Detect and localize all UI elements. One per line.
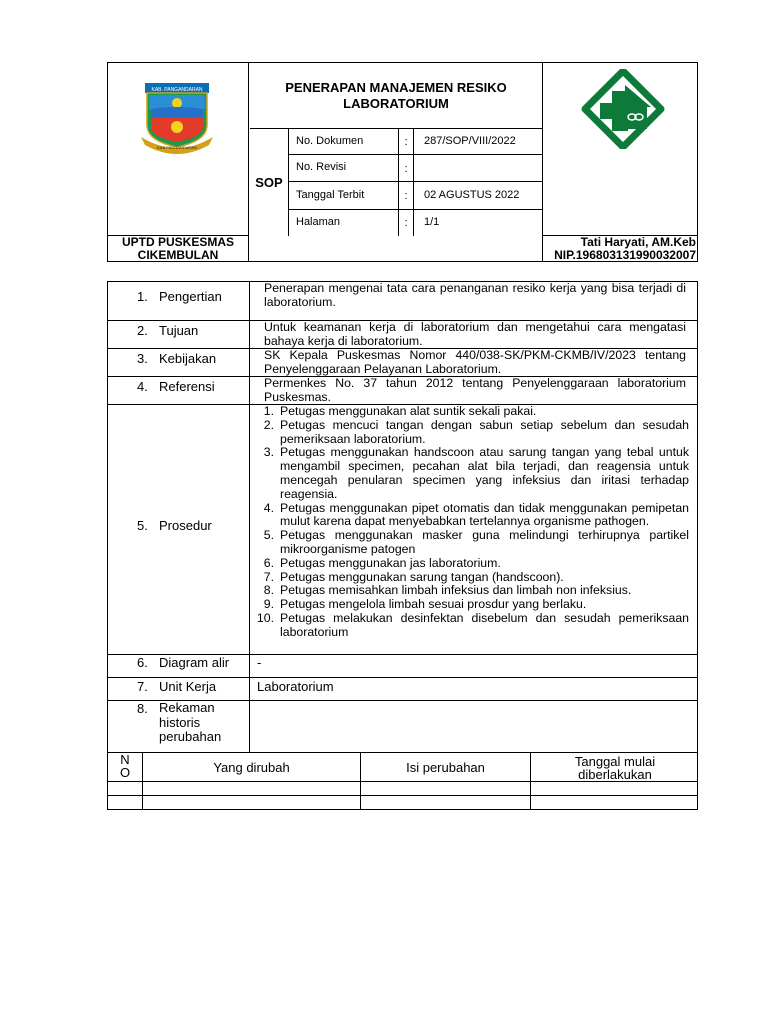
section-num: 3.: [137, 351, 148, 366]
history-table: [107, 753, 698, 810]
section-row-unit-kerja: [107, 678, 698, 701]
history-header-tanggal: Tanggal mulai diberlakukan: [574, 753, 656, 782]
section-label: Prosedur: [159, 518, 212, 533]
procedure-step: 9. Petugas mengelola limbah sesuai prosdur yang berlaku.: [263, 597, 587, 612]
meta-row-halaman: [289, 210, 543, 236]
section-num: 2.: [137, 323, 148, 338]
history-header-yang-dirubah: Yang dirubah: [213, 760, 290, 775]
document-meta-table: [288, 129, 542, 236]
meta-value-tanggal: 02 AGUSTUS 2022: [424, 189, 520, 201]
section-num: 5.: [137, 518, 148, 533]
procedure-step: 2. Petugas mencuci tangan dengan sabun setiap sebelum dan sesudah pemeriksaan laboratorium.: [263, 417, 689, 446]
document-title: [250, 63, 542, 129]
meta-sep: :: [398, 129, 414, 155]
meta-sep: :: [398, 182, 414, 210]
procedure-step: 6. Petugas menggunakan jas laboratorium.: [263, 555, 501, 570]
section-label: Rekaman historis perubahan: [159, 700, 222, 744]
regency-emblem-icon: [137, 79, 217, 155]
section-row-diagram-alir: [107, 655, 698, 678]
document-title-text: PENERAPAN MANAJEMEN RESIKO LABORATORIUM: [285, 79, 507, 111]
sop-label: SOP: [255, 175, 283, 190]
puskesmas-logo-icon: [581, 69, 665, 149]
section-content: SK Kepala Puskesmas Nomor 440/038-SK/PKM-CKMB/IV/2023 tentang Penyelenggaraan Pelayanan Laboratorium.: [264, 348, 686, 376]
section-num: 6.: [137, 655, 148, 670]
history-row: [108, 795, 697, 809]
section-label: Pengertian: [159, 289, 222, 304]
procedure-step: 8. Petugas memisahkan limbah infeksius dan limbah non infeksius.: [263, 583, 632, 598]
procedure-step: 5. Petugas menggunakan masker guna melindungi terhirupnya partikel mikroorganisme patogen: [263, 528, 689, 556]
history-row: [108, 781, 697, 795]
meta-sep: :: [398, 210, 414, 236]
procedure-step: 4. Petugas menggunakan pipet otomatis dan tidak menggunakan pemipetan mulut karena dapat menyebabkan tertelannya organisme pathogen.: [263, 500, 689, 529]
emblem-top-text: KAB. PANGANDARAN: [151, 87, 203, 93]
history-header-isi-perubahan: Isi perubahan: [406, 760, 485, 775]
section-content: Laboratorium: [257, 679, 334, 694]
meta-label: No. Dokumen: [296, 135, 364, 147]
section-row-prosedur: [107, 405, 698, 655]
section-row-kebijakan: [107, 349, 698, 377]
section-label: Tujuan: [159, 323, 199, 338]
procedure-step: 3. Petugas menggunakan handscoon atau sarung tangan yang tebal untuk mengambil specimen, pecahan alat bila terjadi, dan reagensia untuk mencegah penularan specimen yang infeksius dan iritasi terhadap reagensia.: [263, 445, 689, 501]
section-num: 8.: [137, 701, 148, 716]
meta-label: No. Revisi: [296, 161, 347, 173]
section-content: Permenkes No. 37 tahun 2012 tentang Penyelenggaraan laboratorium Puskesmas.: [264, 376, 686, 404]
meta-label: Tanggal Terbit: [296, 189, 365, 201]
signer-name: Tati Haryati, AM.Keb: [580, 235, 696, 249]
section-row-referensi: [107, 377, 698, 405]
section-row-tujuan: [107, 321, 698, 349]
section-num: 7.: [137, 679, 148, 694]
section-content: Untuk keamanan kerja di laboratorium dan mengetahui cara mengatasi bahaya kerja di laboratorium.: [264, 320, 686, 348]
section-row-pengertian: [107, 281, 698, 321]
section-content: -: [257, 655, 262, 670]
section-num: 4.: [137, 379, 148, 394]
procedure-step: 7. Petugas menggunakan sarung tangan (handscoon).: [263, 569, 564, 584]
org-name: [108, 236, 249, 262]
org-name-line1: UPTD PUSKESMAS: [121, 235, 234, 249]
meta-row-dokumen: [289, 129, 543, 155]
section-label: Diagram alir: [159, 655, 230, 670]
org-name-line2: CIKEMBULAN: [137, 248, 219, 262]
meta-value-dokumen: 287/SOP/VIII/2022: [424, 135, 516, 147]
section-content: Penerapan mengenai tata cara penanganan resiko kerja yang bisa terjadi di laboratorium.: [264, 281, 686, 309]
left-logo-cell: [107, 62, 249, 236]
procedure-step: 10. Petugas melakukan desinfektan disebelum dan sesudah pemeriksaan laboratorium: [256, 610, 689, 639]
meta-row-revisi: [289, 155, 543, 182]
section-label: Unit Kerja: [159, 679, 217, 694]
section-num: 1.: [137, 289, 148, 304]
meta-sep: :: [398, 155, 414, 182]
emblem-banner-text: KAB PANGANDARAN: [157, 145, 197, 150]
meta-label: Halaman: [296, 216, 341, 228]
section-label: Kebijakan: [159, 351, 217, 366]
meta-row-tanggal: [289, 182, 543, 210]
signer-block: [542, 236, 698, 262]
history-header-no: N O: [120, 752, 131, 780]
right-logo-cell: [542, 62, 698, 236]
procedure-step: 1. Petugas menggunakan alat suntik sekali pakai.: [263, 404, 537, 418]
section-label: Referensi: [159, 379, 215, 394]
meta-value-halaman: 1/1: [424, 216, 440, 228]
procedure-list: [252, 405, 689, 640]
signer-nip: NIP.196803131990032007: [554, 248, 696, 262]
section-row-rekaman: [107, 701, 698, 753]
